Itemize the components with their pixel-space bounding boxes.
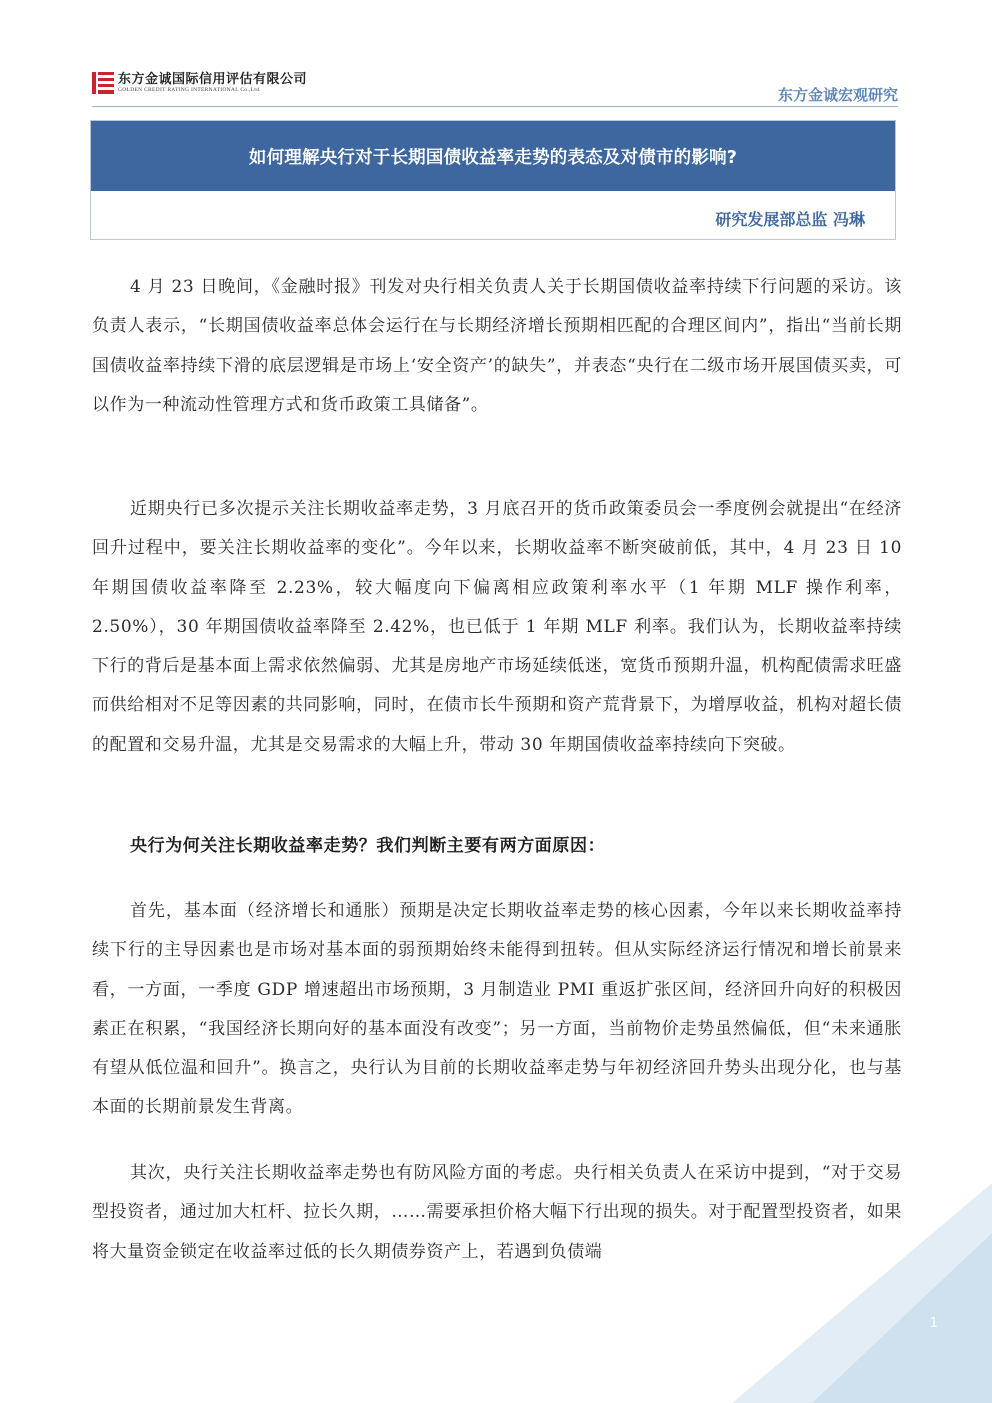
- logo-mark-icon: [92, 72, 114, 94]
- paragraph-3: 首先，基本面（经济增长和通胀）预期是决定长期收益率走势的核心因素，今年以来长期收益率持续下行的主导因素也是市场对基本面的弱预期始终未能得到扭转。但从实际经济运行情况和增长前景来看，一方面，一季度 GDP 增速超出市场预期，3 月制造业 PMI 重返扩张区间，经济回升向好的积极因素正在积累，“我国经济长期向好的基本面没有改变”；另一方面，当前物价走势虽然偏低，但“未来通胀有望从低位温和回升”。换言之，央行认为目前的长期收益率走势与年初经济回升势头出现分化，也与基本面的长期前景发生背离。: [92, 901, 902, 1118]
- corner-decoration: [592, 1163, 992, 1403]
- paragraph-2: 近期央行已多次提示关注长期收益率走势，3 月底召开的货币政策委员会一季度例会就提出“在经济回升过程中，要关注长期收益率的变化”。今年以来，长期收益率不断突破前低，其中，4 月 23 日 10 年期国债收益率降至 2.23%，较大幅度向下偏离相应政策利率水平（1 年期 MLF 操作利率，2.50%），30 年期国债收益率降至 2.42%，也已低于 1 年期 MLF 利率。我们认为，长期收益率持续下行的背后是基本面上需求依然偏弱、尤其是房地产市场延续低迷，宽货币预期升温，机构配债需求旺盛而供给相对不足等因素的共同影响，同时，在债市长牛预期和资产荒背景下，为增厚收益，机构对超长债的配置和交易升温，尤其是交易需求的大幅上升，带动 30 年期国债收益率持续向下突破。: [92, 499, 902, 755]
- company-name: 东方金诚国际信用评估有限公司: [118, 71, 308, 87]
- title-band: [91, 121, 895, 191]
- page-number: 1: [929, 1316, 938, 1331]
- document-title: 如何理解央行对于长期国债收益率走势的表态及对债市的影响?: [248, 147, 738, 168]
- author-line: 研究发展部总监 冯琳: [715, 210, 865, 229]
- paragraph-1: 4 月 23 日晚间，《金融时报》刊发对央行相关负责人关于长期国债收益率持续下行问题的采访。该负责人表示，“长期国债收益率总体会运行在与长期经济增长预期相匹配的合理区间内”，指出“当前长期国债收益率持续下滑的底层逻辑是市场上‘安全资产’的缺失”，并表态“央行在二级市场开展国债买卖，可以作为一种流动性管理方式和货币政策工具储备”。: [92, 277, 902, 415]
- company-name-en: GOLDEN CREDIT RATING INTERNATIONAL Co.,Ltd.: [118, 86, 261, 93]
- paragraph-4: 其次，央行关注长期收益率走势也有防风险方面的考虑。央行相关负责人在采访中提到，“对于交易型投资者，通过加大杠杆、拉长久期，……需要承担价格大幅下行出现的损失。对于配置型投资者，如果将大量资金锁定在收益率过低的长久期债券资产上，若遇到负债端: [92, 1163, 902, 1262]
- header-divider: [92, 106, 898, 107]
- section-heading: 央行为何关注长期收益率走势？我们判断主要有两方面原因：: [130, 836, 606, 856]
- brand-label: 东方金诚宏观研究: [777, 86, 898, 104]
- title-box: [90, 120, 896, 240]
- company-logo: [92, 72, 307, 94]
